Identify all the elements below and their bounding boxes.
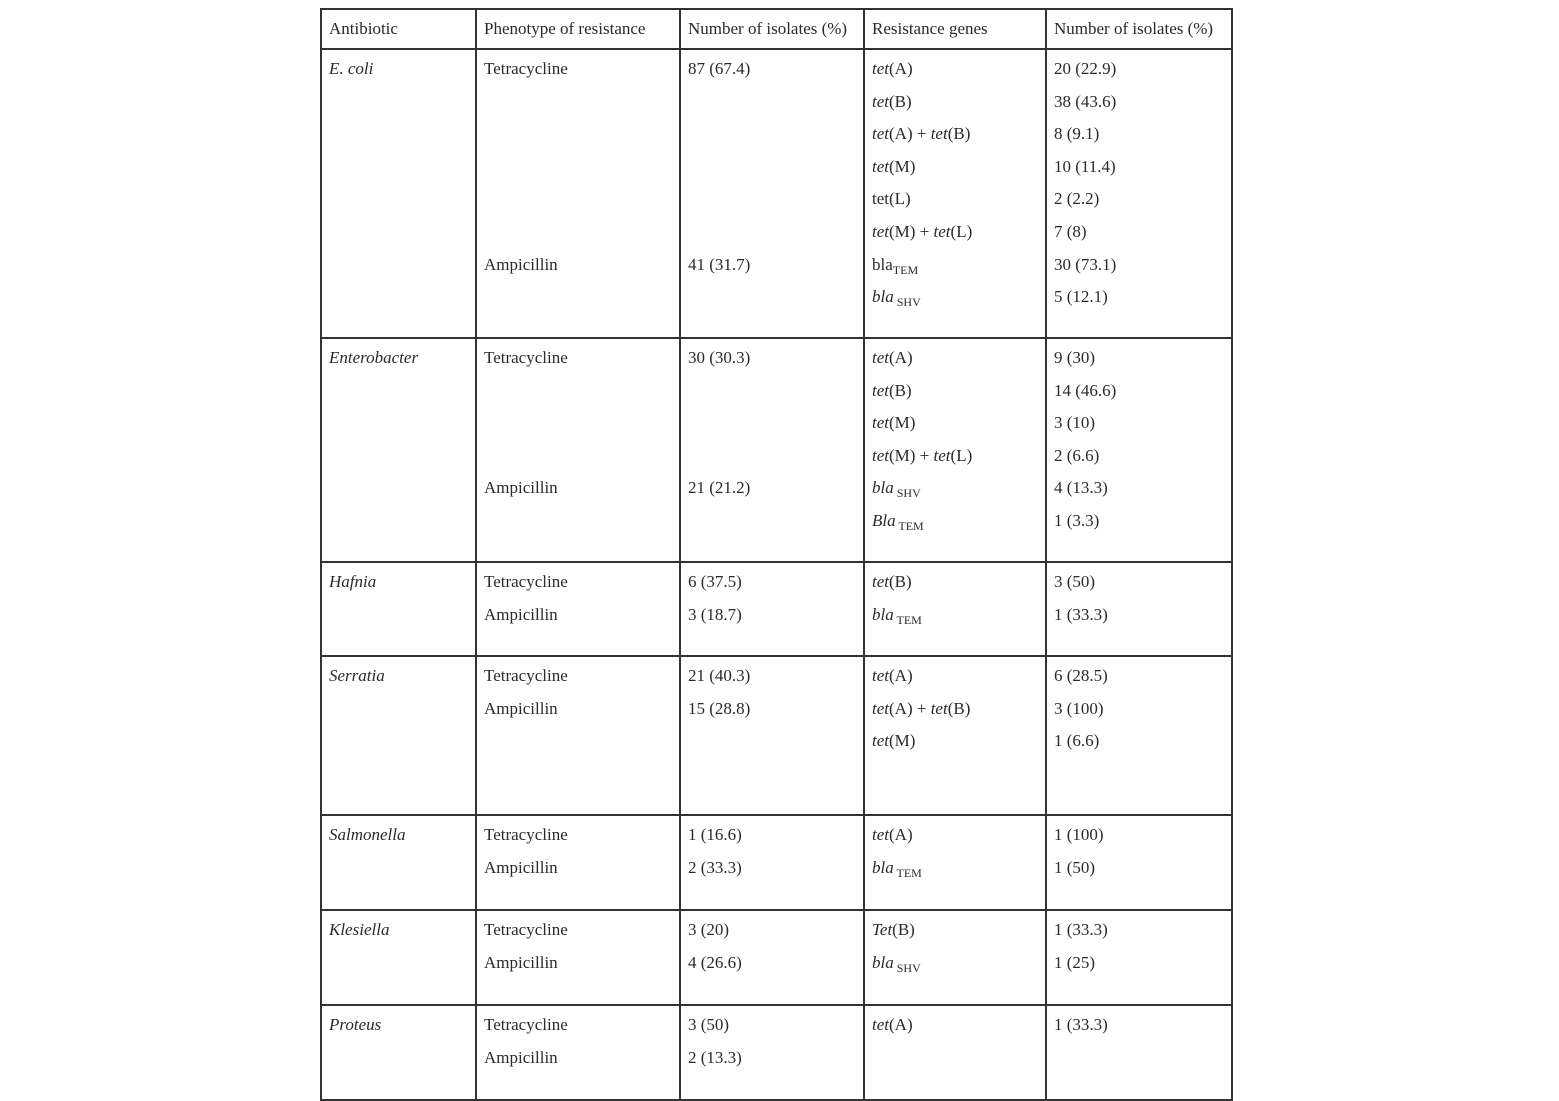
organism-cell [321,562,476,656]
gene-name [872,857,1039,890]
gene-text: (B) [889,572,912,591]
gene-isolate-count: 5 (12.1) [1054,287,1108,307]
spacer [688,221,857,254]
gene-text: (M) [889,731,916,751]
gene-isolate-count: 3 (50) [1054,572,1096,591]
gene-subscript: TEM [893,612,922,627]
gene-isolate-count: 6 (28.5) [1054,666,1108,685]
gene-text: tet [933,221,951,241]
organism-name: E. coli [329,59,374,78]
phenotype-cell [476,910,680,1005]
gene-text: tet [872,221,889,241]
gene-subscript: TEM [893,865,922,880]
isolate-count: 3 (18.7) [688,604,742,624]
gene-text: tet [872,348,889,367]
gene-text: tet [872,666,889,685]
phenotype-cell [476,1005,680,1100]
gene-text: Tet [872,920,893,939]
gene-name [872,510,1039,543]
organism-row [321,815,1232,910]
gene-name [872,380,1039,413]
organism-row [321,910,1232,1005]
gene-name [872,254,1039,287]
gene-text: (A) [889,666,913,685]
organism-row [321,1005,1232,1100]
organism-name: Hafnia [329,572,377,591]
gene-isolates-cell [1046,49,1232,338]
gene-text: (A) [889,1015,913,1034]
gene-isolate-count: 1 (3.3) [1054,510,1100,530]
organism-name: Salmonella [329,825,406,844]
spacer [688,445,857,478]
gene-text: bla [872,857,894,877]
gene-text: tet [930,698,948,718]
phenotype-name: Tetracycline [484,59,568,78]
gene-isolate-count: 2 (2.2) [1054,189,1100,209]
gene-text: bla [872,478,894,498]
gene-name [872,1014,1039,1047]
gene-text: tet [872,59,889,78]
organism-cell [321,49,476,338]
organism-name: Klesiella [329,920,390,939]
gene-name [872,412,1039,445]
phenotype-name: Ampicillin [484,857,558,877]
organism-name: Enterobacter [329,348,419,367]
isolates-cell [680,562,864,656]
gene-isolates-cell [1046,815,1232,910]
gene-text: (A) + [889,124,931,144]
gene-isolate-count: 9 (30) [1054,348,1096,367]
gene-subscript: TEM [895,518,924,533]
organism-cell [321,910,476,1005]
gene-text: tet [872,572,889,591]
gene-text: tet [930,124,948,144]
header-phenotype: Phenotype of resistance [476,9,680,49]
genes-cell [864,1005,1046,1100]
gene-isolate-count: 1 (50) [1054,857,1096,877]
phenotype-name: Tetracycline [484,825,568,844]
spacer [484,445,673,478]
gene-isolate-count: 1 (6.6) [1054,731,1100,751]
gene-text: tet [872,825,889,844]
isolates-cell [680,1005,864,1100]
gene-name [872,698,1039,731]
genes-cell [864,49,1046,338]
gene-name [872,156,1039,189]
organism-row [321,338,1232,562]
gene-isolate-count: 8 (9.1) [1054,124,1100,144]
gene-text: (B) [947,698,971,718]
gene-text: tet [933,445,951,465]
gene-name [872,730,1039,763]
gene-isolate-count: 14 (46.6) [1054,380,1117,400]
phenotype-name: Ampicillin [484,698,558,718]
gene-isolate-count: 10 (11.4) [1054,156,1116,176]
genes-cell [864,910,1046,1005]
isolate-count: 3 (50) [688,1015,730,1034]
spacer [688,188,857,221]
spacer [484,123,673,156]
isolates-cell [680,815,864,910]
gene-name [872,604,1039,637]
gene-name [872,221,1039,254]
gene-name [872,571,1039,604]
organism-row [321,562,1232,656]
gene-text: (M) [889,413,916,433]
phenotype-name: Ampicillin [484,1047,558,1067]
isolates-cell [680,338,864,562]
gene-text: tet [872,413,889,433]
spacer [484,380,673,413]
gene-text: bla [872,254,893,274]
header-gene-isolates: Number of isolates (%) [1046,9,1232,49]
gene-name [872,347,1039,380]
gene-name [872,58,1039,91]
genes-cell [864,815,1046,910]
isolate-count: 2 (13.3) [688,1047,742,1067]
isolate-count: 1 (16.6) [688,825,742,844]
gene-name [872,188,1039,221]
gene-text: (A) [889,348,913,367]
organism-cell [321,815,476,910]
gene-text: (B) [889,91,912,111]
isolate-count: 41 (31.7) [688,254,751,274]
spacer [688,412,857,445]
isolate-count: 21 (21.2) [688,478,751,498]
gene-text: Bla [872,510,896,530]
organism-row [321,49,1232,338]
header-isolates: Number of isolates (%) [680,9,864,49]
gene-text: (B) [947,124,971,144]
spacer [688,123,857,156]
spacer [688,380,857,413]
spacer [484,91,673,124]
phenotype-name: Ampicillin [484,952,558,972]
gene-isolate-count: 20 (22.9) [1054,59,1117,78]
isolate-count: 87 (67.4) [688,59,751,78]
phenotype-name: Ampicillin [484,478,558,498]
gene-isolate-count: 1 (33.3) [1054,920,1108,939]
gene-text: (A) + [889,698,931,718]
organism-cell [321,338,476,562]
gene-text: tet [872,91,889,111]
gene-name [872,123,1039,156]
gene-isolate-count: 3 (100) [1054,698,1104,718]
isolate-count: 6 (37.5) [688,572,742,591]
resistance-table [320,8,1233,1101]
phenotype-name: Ampicillin [484,254,558,274]
gene-isolate-count: 30 (73.1) [1054,254,1117,274]
spacer [484,221,673,254]
gene-isolates-cell [1046,1005,1232,1100]
phenotype-cell [476,656,680,815]
gene-isolate-count: 1 (100) [1054,825,1104,844]
phenotype-cell [476,562,680,656]
spacer [688,91,857,124]
isolates-cell [680,49,864,338]
gene-text: (A) [889,59,913,78]
header-row [321,9,1232,49]
gene-name [872,477,1039,510]
gene-text: tet(L) [872,189,911,209]
organism-row [321,656,1232,815]
gene-isolates-cell [1046,562,1232,656]
gene-isolate-count: 4 (13.3) [1054,478,1108,498]
gene-name [872,952,1039,985]
phenotype-name: Tetracycline [484,572,568,591]
gene-isolate-count: 1 (25) [1054,952,1096,972]
gene-subscript: SHV [893,295,921,310]
gene-text: tet [872,731,889,751]
isolates-cell [680,656,864,815]
gene-text: tet [872,380,889,400]
gene-name [872,824,1039,857]
gene-isolate-count: 2 (6.6) [1054,445,1100,465]
gene-subscript: SHV [893,960,921,975]
gene-name [872,665,1039,698]
isolate-count: 15 (28.8) [688,698,751,718]
gene-text: (L) [950,221,973,241]
phenotype-cell [476,49,680,338]
header-antibiotic: Antibiotic [321,9,476,49]
gene-isolate-count: 38 (43.6) [1054,91,1117,111]
gene-text: (L) [950,445,973,465]
gene-text: tet [872,124,889,144]
isolates-cell [680,910,864,1005]
gene-name [872,91,1039,124]
phenotype-name: Tetracycline [484,1015,568,1034]
organism-cell [321,656,476,815]
isolate-count: 3 (20) [688,920,730,939]
isolate-count: 4 (26.6) [688,952,742,972]
gene-text: tet [872,445,889,465]
organism-name: Serratia [329,666,385,685]
spacer [484,156,673,189]
phenotype-name: Ampicillin [484,604,558,624]
organism-cell [321,1005,476,1100]
spacer [484,188,673,221]
phenotype-cell [476,815,680,910]
gene-isolates-cell [1046,656,1232,815]
gene-isolate-count: 1 (33.3) [1054,1015,1108,1034]
spacer [688,156,857,189]
phenotype-name: Tetracycline [484,666,568,685]
isolate-count: 30 (30.3) [688,348,751,367]
gene-text: tet [872,698,889,718]
gene-text: (B) [889,380,912,400]
gene-name [872,445,1039,478]
gene-text: bla [872,287,894,307]
isolate-count: 21 (40.3) [688,666,751,685]
gene-text: (M) + [889,221,934,241]
gene-name [872,286,1039,319]
gene-text: tet [872,1015,889,1034]
genes-cell [864,338,1046,562]
gene-isolate-count: 3 (10) [1054,413,1096,433]
gene-text: (B) [892,920,915,939]
gene-name [872,919,1039,952]
spacer [484,412,673,445]
isolate-count: 2 (33.3) [688,857,742,877]
gene-text: (M) + [889,445,934,465]
gene-isolates-cell [1046,910,1232,1005]
gene-text: (A) [889,825,913,844]
gene-subscript: SHV [893,486,921,501]
organism-name: Proteus [329,1015,382,1034]
phenotype-name: Tetracycline [484,348,568,367]
genes-cell [864,562,1046,656]
gene-isolate-count: 7 (8) [1054,221,1087,241]
phenotype-cell [476,338,680,562]
genes-cell [864,656,1046,815]
gene-text: bla [872,604,894,624]
gene-subscript: TEM [892,262,919,277]
gene-isolates-cell [1046,338,1232,562]
gene-text: (M) [889,156,916,176]
header-resistance-genes: Resistance genes [864,9,1046,49]
phenotype-name: Tetracycline [484,920,568,939]
gene-isolate-count: 1 (33.3) [1054,604,1108,624]
gene-text: tet [872,156,889,176]
gene-text: bla [872,952,894,972]
